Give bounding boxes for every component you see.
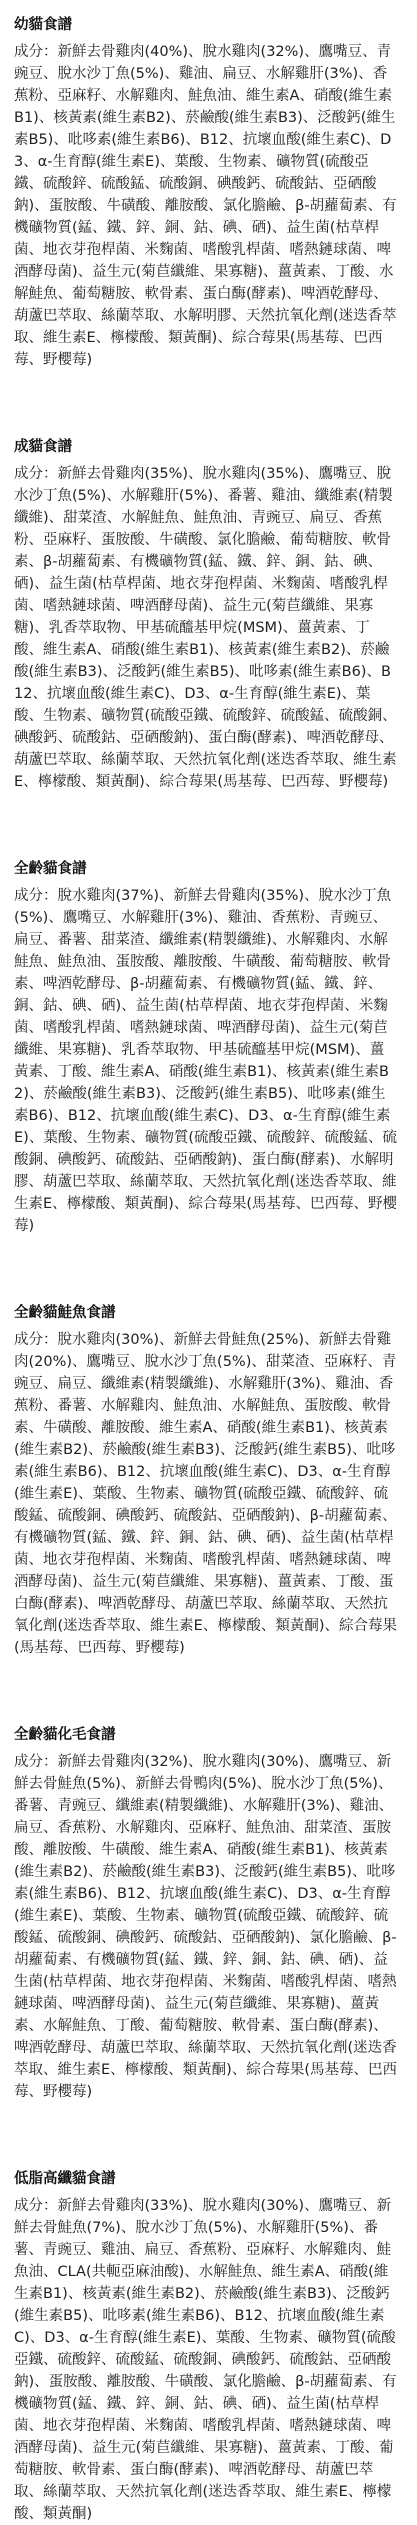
recipe-ingredients: 成分：新鮮去骨雞肉(40%)、脫水雞肉(32%)、鷹嘴豆、青豌豆、脫水沙丁魚(5%)、雞油、扁豆、水解雞肝(3%)、香蕉粉、亞麻籽、水解雞肉、鮭魚油、維生素A、硝酸(維生素B1)、核黃素(維生素B2)、菸鹼酸(維生素B3)、泛酸鈣(維生素B5)、吡哆素(維生素B6)、B12、抗壞血酸(維生素C)、D3、α-生育醇(維生素E)、葉酸、生物素、礦物質(硫酸亞鐵、硫酸鋅、硫酸錳、硫酸銅、碘酸鈣、硫酸鈷、亞硒酸鈉)、蛋胺酸、牛磺酸、離胺酸、氯化膽鹼、β-胡蘿蔔素、有機礦物質(錳、鐵、鋅、銅、鈷、碘、硒)、益生菌(枯草桿菌、地衣芽孢桿菌、米麴菌、嗜酸乳桿菌、嗜熱鏈球菌、啤酒酵母菌)、益生元(菊苣纖維、果寡糖)、薑黃素、丁酸、水解鮭魚、葡萄糖胺、軟骨素、蛋白酶(酵素)、啤酒乾酵母、葫蘆巴萃取、絲蘭萃取、水解明膠、天然抗氧化劑(迷迭香萃取、維生素E、檸檬酸、類黃酮)、綜合莓果(馬基莓、巴西莓、野櫻莓) bbox=[14, 44, 397, 368]
recipe-title: 全齡貓化毛食譜 bbox=[14, 1727, 116, 1743]
recipe-ingredients: 成分：新鮮去骨雞肉(33%)、脫水雞肉(30%)、鷹嘴豆、新鮮去骨鮭魚(7%)、脫水沙丁魚(5%)、水解雞肝(5%)、番薯、青豌豆、雞油、扁豆、香蕉粉、亞麻籽、水解雞肉、鮭魚油、CLA(共軛亞麻油酸)、水解鮭魚、維生素A、硝酸(維生素B1)、核黃素(維生素B2)、菸鹼酸(維生素B3)、泛酸鈣(維生素B5)、吡哆素(維生素B6)、B12、抗壞血酸(維生素C)、D3、α-生育醇(維生素E)、葉酸、生物素、礦物質(硫酸亞鐵、硫酸鋅、硫酸錳、硫酸銅、碘酸鈣、硫酸鈷、亞硒酸鈉)、蛋胺酸、離胺酸、牛磺酸、氯化膽鹼、β-胡蘿蔔素、有機礦物質(錳、鐵、鋅、銅、鈷、碘、硒)、益生菌(枯草桿菌、地衣芽孢桿菌、米麴菌、嗜酸乳桿菌、嗜熱鏈球菌、啤酒酵母菌)、益生元(菊苣纖維、果寡糖)、薑黃素、丁酸、葡萄糖胺、軟骨素、蛋白酶(酵素)、啤酒乾酵母、葫蘆巴萃取、絲蘭萃取、天然抗氧化劑(迷迭香萃取、維生素E、檸檬酸、類黃酮) bbox=[14, 2198, 397, 2522]
recipe-adult bbox=[14, 436, 397, 793]
recipe-title: 幼貓食譜 bbox=[14, 17, 72, 33]
recipe-title: 低脂高纖貓食譜 bbox=[14, 2171, 116, 2187]
recipe-title: 成貓食譜 bbox=[14, 439, 72, 455]
recipe-kitten bbox=[14, 14, 397, 371]
recipe-all-ages-salmon bbox=[14, 1302, 397, 1659]
recipe-ingredients: 成分：新鮮去骨雞肉(32%)、脫水雞肉(30%)、鷹嘴豆、新鮮去骨鮭魚(5%)、新鮮去骨鴨肉(5%)、脫水沙丁魚(5%)、番薯、青豌豆、纖維素(精製纖維)、水解雞肝(3%)、雞油、扁豆、香蕉粉、水解雞肉、亞麻籽、鮭魚油、甜菜渣、蛋胺酸、離胺酸、牛磺酸、維生素A、硝酸(維生素B1)、核黃素(維生素B2)、菸鹼酸(維生素B3)、泛酸鈣(維生素B5)、吡哆素(維生素B6)、B12、抗壞血酸(維生素C)、D3、α-生育醇(維生素E)、葉酸、生物素、礦物質(硫酸亞鐵、硫酸鋅、硫酸錳、硫酸銅、碘酸鈣、硫酸鈷、亞硒酸鈉)、氯化膽鹼、β-胡蘿蔔素、有機礦物質(錳、鐵、鋅、銅、鈷、碘、硒)、益生菌(枯草桿菌、地衣芽孢桿菌、米麴菌、嗜酸乳桿菌、嗜熱鏈球菌、啤酒酵母菌)、益生元(菊苣纖維、果寡糖)、薑黃素、水解鮭魚、丁酸、葡萄糖胺、軟骨素、蛋白酶(酵素)、啤酒乾酵母、葫蘆巴萃取、絲蘭萃取、天然抗氧化劑(迷迭香萃取、維生素E、檸檬酸、類黃酮)、綜合莓果(馬基莓、巴西莓、野櫻莓) bbox=[14, 1754, 397, 2100]
recipe-title: 全齡貓食譜 bbox=[14, 861, 87, 877]
recipe-ingredients: 成分：脫水雞肉(30%)、新鮮去骨鮭魚(25%)、新鮮去骨雞肉(20%)、鷹嘴豆、脫水沙丁魚(5%)、甜菜渣、亞麻籽、青豌豆、扁豆、纖維素(精製纖維)、水解雞肝(3%)、雞油、香蕉粉、番薯、水解雞肉、鮭魚油、水解鮭魚、蛋胺酸、軟骨素、牛磺酸、離胺酸、維生素A、硝酸(維生素B1)、核黃素(維生素B2)、菸鹼酸(維生素B3)、泛酸鈣(維生素B5)、吡哆素(維生素B6)、B12、抗壞血酸(維生素C)、D3、α-生育醇(維生素E)、葉酸、生物素、礦物質(硫酸亞鐵、硫酸鋅、硫酸錳、硫酸銅、碘酸鈣、硫酸鈷、亞硒酸鈉)、β-胡蘿蔔素、有機礦物質(錳、鐵、鋅、銅、鈷、碘、硒)、益生菌(枯草桿菌、地衣芽孢桿菌、米麴菌、嗜酸乳桿菌、嗜熱鏈球菌、啤酒酵母菌)、益生元(菊苣纖維、果寡糖)、薑黃素、丁酸、蛋白酶(酵素)、啤酒乾酵母、葫蘆巴萃取、絲蘭萃取、天然抗氧化劑(迷迭香萃取、維生素E、檸檬酸、類黃酮)、綜合莓果(馬基莓、巴西莓、野櫻莓) bbox=[14, 1332, 397, 1656]
recipe-all-ages bbox=[14, 858, 397, 1237]
recipe-ingredients: 成分：新鮮去骨雞肉(35%)、脫水雞肉(35%)、鷹嘴豆、脫水沙丁魚(5%)、水解雞肝(5%)、番薯、雞油、纖維素(精製纖維)、甜菜渣、水解鮭魚、鮭魚油、青豌豆、扁豆、香蕉粉、亞麻籽、蛋胺酸、牛磺酸、氯化膽鹼、葡萄糖胺、軟骨素、β-胡蘿蔔素、有機礦物質(錳、鐵、鋅、銅、鈷、碘、硒)、益生菌(枯草桿菌、地衣芽孢桿菌、米麴菌、嗜酸乳桿菌、嗜熱鏈球菌、啤酒酵母菌)、益生元(菊苣纖維、果寡糖)、乳香萃取物、甲基硫醯基甲烷(MSM)、薑黃素、丁酸、維生素A、硝酸(維生素B1)、核黃素(維生素B2)、菸鹼酸(維生素B3)、泛酸鈣(維生素B5)、吡哆素(維生素B6)、B12、抗壞血酸(維生素C)、D3、α-生育醇(維生素E)、葉酸、生物素、礦物質(硫酸亞鐵、硫酸鋅、硫酸錳、硫酸銅、碘酸鈣、硫酸鈷、亞硒酸鈉)、蛋白酶(酵素)、啤酒乾酵母、葫蘆巴萃取、絲蘭萃取、天然抗氧化劑(迷迭香萃取、維生素E、檸檬酸、類黃酮)、綜合莓果(馬基莓、巴西莓、野櫻莓) bbox=[14, 466, 397, 790]
recipe-title: 全齡貓鮭魚食譜 bbox=[14, 1305, 116, 1321]
recipe-ingredients: 成分：脫水雞肉(37%)、新鮮去骨雞肉(35%)、脫水沙丁魚(5%)、鷹嘴豆、水解雞肝(3%)、雞油、香蕉粉、青豌豆、扁豆、番薯、甜菜渣、纖維素(精製纖維)、水解雞肉、水解鮭魚、鮭魚油、蛋胺酸、離胺酸、牛磺酸、葡萄糖胺、軟骨素、啤酒乾酵母、β-胡蘿蔔素、有機礦物質(錳、鐵、鋅、銅、鈷、碘、硒)、益生菌(枯草桿菌、地衣芽孢桿菌、米麴菌、嗜酸乳桿菌、嗜熱鏈球菌、啤酒酵母菌)、益生元(菊苣纖維、果寡糖)、乳香萃取物、甲基硫醯基甲烷(MSM)、薑黃素、丁酸、維生素A、硝酸(維生素B1)、核黃素(維生素B2)、菸鹼酸(維生素B3)、泛酸鈣(維生素B5)、吡哆素(維生素B6)、B12、抗壞血酸(維生素C)、D3、α-生育醇(維生素E)、葉酸、生物素、礦物質(硫酸亞鐵、硫酸鋅、硫酸錳、硫酸銅、碘酸鈣、硫酸鈷、亞硒酸鈉)、蛋白酶(酵素)、水解明膠、葫蘆巴萃取、絲蘭萃取、天然抗氧化劑(迷迭香萃取、維生素E、檸檬酸、類黃酮)、綜合莓果(馬基莓、巴西莓、野櫻莓) bbox=[14, 888, 397, 1234]
recipe-all-ages-hairball bbox=[14, 1724, 397, 2103]
recipe-low-fat-high-fiber bbox=[14, 2168, 397, 2525]
